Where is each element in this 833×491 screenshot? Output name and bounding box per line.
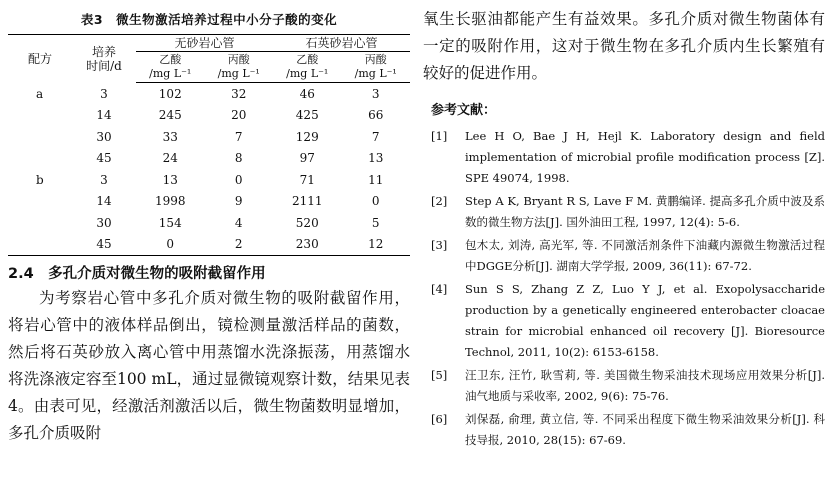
- cell-value: 2111: [291, 194, 323, 209]
- reference-text: Lee H O, Bae J H, Hejl K. Laboratory design and field implementation of microbial profile modification process [Z]. SPE 49074, 1998.: [465, 129, 825, 185]
- cell-value: 46: [299, 86, 315, 101]
- table-row: [8, 212, 410, 234]
- cell-value: 154: [158, 215, 182, 230]
- table-row: [8, 148, 410, 170]
- propionic-label: 丙酸: [364, 53, 387, 66]
- cell-time: 3: [100, 172, 108, 187]
- table-row: [8, 105, 410, 127]
- cell-value: 24: [162, 151, 178, 166]
- cell-value: 8: [234, 151, 243, 166]
- propionic-header-1: [205, 52, 274, 83]
- cell-formula: b: [36, 172, 44, 187]
- table-row: [8, 169, 410, 191]
- table-row: [8, 83, 410, 105]
- cell-formula: [8, 234, 72, 256]
- cell-value: 20: [231, 108, 247, 123]
- cell-value: 0: [371, 194, 380, 209]
- reference-item: [423, 235, 825, 277]
- unit-label: /mg L⁻¹: [149, 67, 192, 80]
- group2-header: 石英砂岩心管: [273, 35, 410, 52]
- cell-time: 30: [96, 129, 112, 144]
- cell-value: 0: [136, 234, 205, 256]
- cell-time: 14: [96, 194, 112, 209]
- cell-value: 7: [371, 129, 380, 144]
- propionic-label: 丙酸: [227, 53, 250, 66]
- cell-value: 13: [368, 151, 384, 166]
- acetic-label: 乙酸: [296, 53, 319, 66]
- acetic-header-2: [273, 52, 342, 83]
- reference-number: [6]: [431, 412, 448, 426]
- cell-formula: [8, 212, 72, 234]
- reference-number: [2]: [431, 194, 448, 208]
- cell-formula: [8, 105, 72, 127]
- cell-value: 102: [158, 86, 182, 101]
- cell-time: 45: [72, 234, 136, 256]
- continued-paragraph: 氧生长驱油都能产生有益效果。多孔介质对微生物菌体有一定的吸附作用，这对于微生物在多孔介质内生长繁殖有较好的促进作用。: [423, 10, 825, 82]
- time-header-line2: 时间/d: [86, 58, 122, 73]
- acid-table: [8, 34, 410, 256]
- reference-number: [4]: [431, 282, 448, 296]
- cell-value: 0: [234, 172, 243, 187]
- cell-value: 425: [295, 108, 319, 123]
- unit-label: /mg L⁻¹: [217, 67, 260, 80]
- unit-label: /mg L⁻¹: [354, 67, 397, 80]
- reference-item: [423, 126, 825, 189]
- cell-value: 66: [368, 108, 384, 123]
- reference-number: [1]: [431, 129, 448, 143]
- reference-text: 汪卫东, 汪竹, 耿雪莉, 等. 美国微生物采油技术现场应用效果分析[J]. 油气地质与采收率, 2002, 9(6): 75-76.: [465, 368, 825, 403]
- cell-value: 71: [299, 172, 315, 187]
- cell-time: 45: [96, 151, 112, 166]
- cell-formula: [8, 148, 72, 170]
- formula-header: 配方: [8, 35, 72, 83]
- reference-number: [5]: [431, 368, 448, 382]
- propionic-header-2: [342, 52, 411, 83]
- time-header-line1: 培养: [91, 44, 116, 59]
- section-paragraph: 为考察岩心管中多孔介质对微生物的吸附截留作用，将岩心管中的液体样品倒出，镜检测量激活样品的菌数，然后将石英砂放入离心管中用蒸馏水洗涤振荡，用蒸馏水将洗涤液定容至100 mL，通过显微镜观察计数，结果见表4。由表可见，经激活剂激活以后，微生物菌数明显增加，多孔介质吸附: [8, 289, 410, 442]
- reference-item: [423, 191, 825, 233]
- cell-value: 129: [295, 129, 319, 144]
- unit-label: /mg L⁻¹: [286, 67, 329, 80]
- cell-value: 230: [273, 234, 342, 256]
- cell-time: 30: [96, 215, 112, 230]
- table-title: 表3 微生物激活培养过程中小分子酸的变化: [80, 12, 338, 27]
- cell-formula: a: [36, 86, 44, 101]
- cell-value: 245: [158, 108, 182, 123]
- reference-list: [423, 126, 825, 451]
- cell-value: 4: [234, 215, 243, 230]
- table-row: [8, 234, 410, 256]
- cell-time: 3: [100, 86, 108, 101]
- cell-value: 97: [299, 151, 315, 166]
- cell-value: 32: [231, 86, 247, 101]
- cell-value: 7: [234, 129, 243, 144]
- cell-formula: [8, 191, 72, 213]
- reference-text: Step A K, Bryant R S, Lave F M. 黄鹏编译. 提高多孔介质中波及系数的微生物方法[J]. 国外油田工程, 1997, 12(4): 5-6.: [465, 194, 825, 229]
- cell-value: 13: [162, 172, 178, 187]
- reference-number: [3]: [431, 238, 448, 252]
- reference-item: [423, 279, 825, 363]
- time-header: [72, 35, 136, 83]
- table-row: [8, 126, 410, 148]
- section-heading: 2.4 多孔介质对微生物的吸附截留作用: [8, 266, 266, 282]
- cell-value: 3: [371, 86, 380, 101]
- cell-value: 5: [371, 215, 380, 230]
- cell-value: 1998: [154, 194, 186, 209]
- cell-value: 12: [342, 234, 411, 256]
- cell-value: 33: [162, 129, 178, 144]
- cell-value: 9: [234, 194, 243, 209]
- reference-text: 包木太, 刘涛, 高光军, 等. 不同激活剂条件下油藏内源微生物激活过程中DGGE分析[J]. 湖南大学学报, 2009, 36(11): 67-72.: [465, 238, 825, 273]
- cell-value: 11: [368, 172, 384, 187]
- left-column: [8, 10, 410, 447]
- references-heading: 参考文献：: [431, 103, 497, 118]
- acetic-label: 乙酸: [159, 53, 182, 66]
- acetic-header-1: [136, 52, 205, 83]
- group1-header: 无砂岩心管: [136, 35, 273, 52]
- reference-item: [423, 365, 825, 407]
- reference-text: 刘保磊, 俞理, 黄立信, 等. 不同采出程度下微生物采油效果分析[J]. 科技导报, 2010, 28(15): 67-69.: [465, 412, 825, 447]
- cell-time: 14: [96, 108, 112, 123]
- table-row: [8, 191, 410, 213]
- cell-value: 2: [205, 234, 274, 256]
- cell-formula: [8, 126, 72, 148]
- reference-item: [423, 409, 825, 451]
- right-column: [423, 6, 825, 453]
- reference-text: Sun S S, Zhang Z Z, Luo Y J, et al. Exopolysaccharide production by a genetically engineered enterobacter cloacae strain for microbial enhanced oil recovery [J]. Bioresource Technol, 2011, 10(2): 6153-6158.: [465, 282, 825, 359]
- cell-value: 520: [295, 215, 319, 230]
- table-body: [8, 83, 410, 256]
